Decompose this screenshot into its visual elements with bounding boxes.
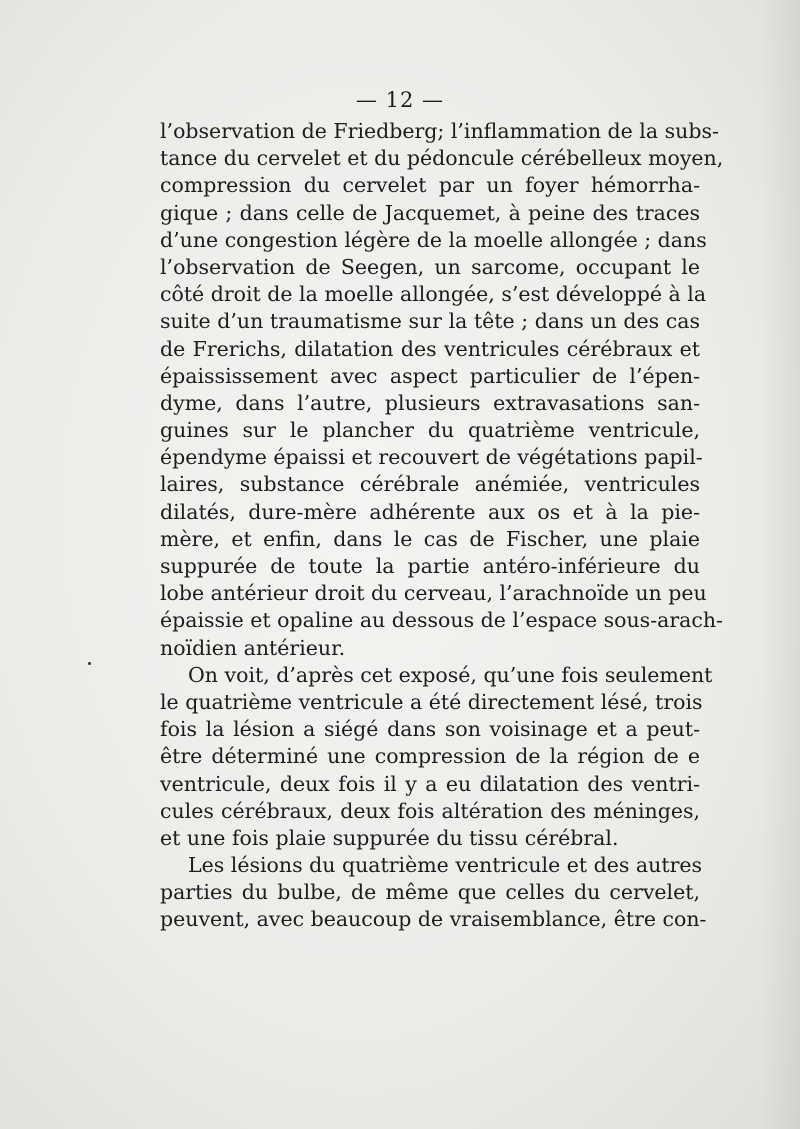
text-line: fois la lésion a siégé dans son voisinage et a peut- — [160, 717, 700, 742]
text-line: d’une congestion légère de la moelle allongée ; dans — [160, 227, 707, 252]
text-line: mère, et enfin, dans le cas de Fischer, une plaie — [160, 526, 700, 551]
ink-speck — [88, 662, 91, 665]
text-line: être déterminé une compression de la région de e — [160, 744, 700, 769]
text-line: gique ; dans celle de Jacquemet, à peine des traces — [160, 200, 700, 225]
text-line: l’observation de Seegen, un sarcome, occupant le — [160, 254, 700, 279]
text-line: épaississement avec aspect particulier de l’épen- — [160, 363, 700, 388]
text-line: guines sur le plancher du quatrième ventricule, — [160, 418, 700, 443]
text-line: dyme, dans l’autre, plusieurs extravasations san- — [160, 390, 700, 415]
text-line: dilatés, dure-mère adhérente aux os et à la pie- — [160, 499, 700, 524]
text-line: cules cérébraux, deux fois altération des méninges, — [160, 798, 700, 823]
text-line: l’observation de Friedberg; l’inflammation de la subs- — [160, 119, 719, 143]
text-line: lobe antérieur droit du cerveau, l’arachnoïde un peu — [160, 581, 707, 606]
text-line: Les lésions du quatrième ventricule et des autres — [188, 853, 703, 878]
page-number: — 12 — — [355, 88, 445, 112]
text-line: parties du bulbe, de même que celles du cervelet, — [160, 880, 700, 905]
text-line: compression du cervelet par un foyer hémorrha- — [160, 173, 700, 198]
text-line: peuvent, avec beaucoup de vraisemblance, être con- — [160, 907, 707, 932]
text-line: épaissie et opaline au dessous de l’espace sous-arach- — [160, 608, 723, 633]
text-line: côté droit de la moelle allongée, s’est développé à la — [160, 282, 707, 307]
text-line: le quatrième ventricule a été directement lésé, trois — [160, 689, 703, 714]
text-line: laires, substance cérébrale anémiée, ventricules — [160, 472, 700, 497]
body-text — [160, 118, 724, 934]
page-edge-shadow — [760, 0, 800, 1129]
text-line: de Frerichs, dilatation des ventricules cérébraux et — [160, 336, 700, 361]
text-line: tance du cervelet et du pédoncule cérébelleux moyen, — [160, 146, 724, 171]
text-line: suite d’un traumatisme sur la tête ; dans un des cas — [160, 309, 700, 334]
text-line: et une fois plaie suppurée du tissu cérébral. — [160, 825, 619, 850]
text-line: suppurée de toute la partie antéro-inférieure du — [160, 554, 700, 578]
text-line: ventricule, deux fois il y a eu dilatation des ventri- — [160, 771, 700, 796]
text-line: épendyme épaissi et recouvert de végétations papil- — [160, 445, 703, 470]
text-line: On voit, d’après cet exposé, qu’une fois seulement — [188, 662, 713, 687]
text-line: noïdien antérieur. — [160, 635, 346, 660]
